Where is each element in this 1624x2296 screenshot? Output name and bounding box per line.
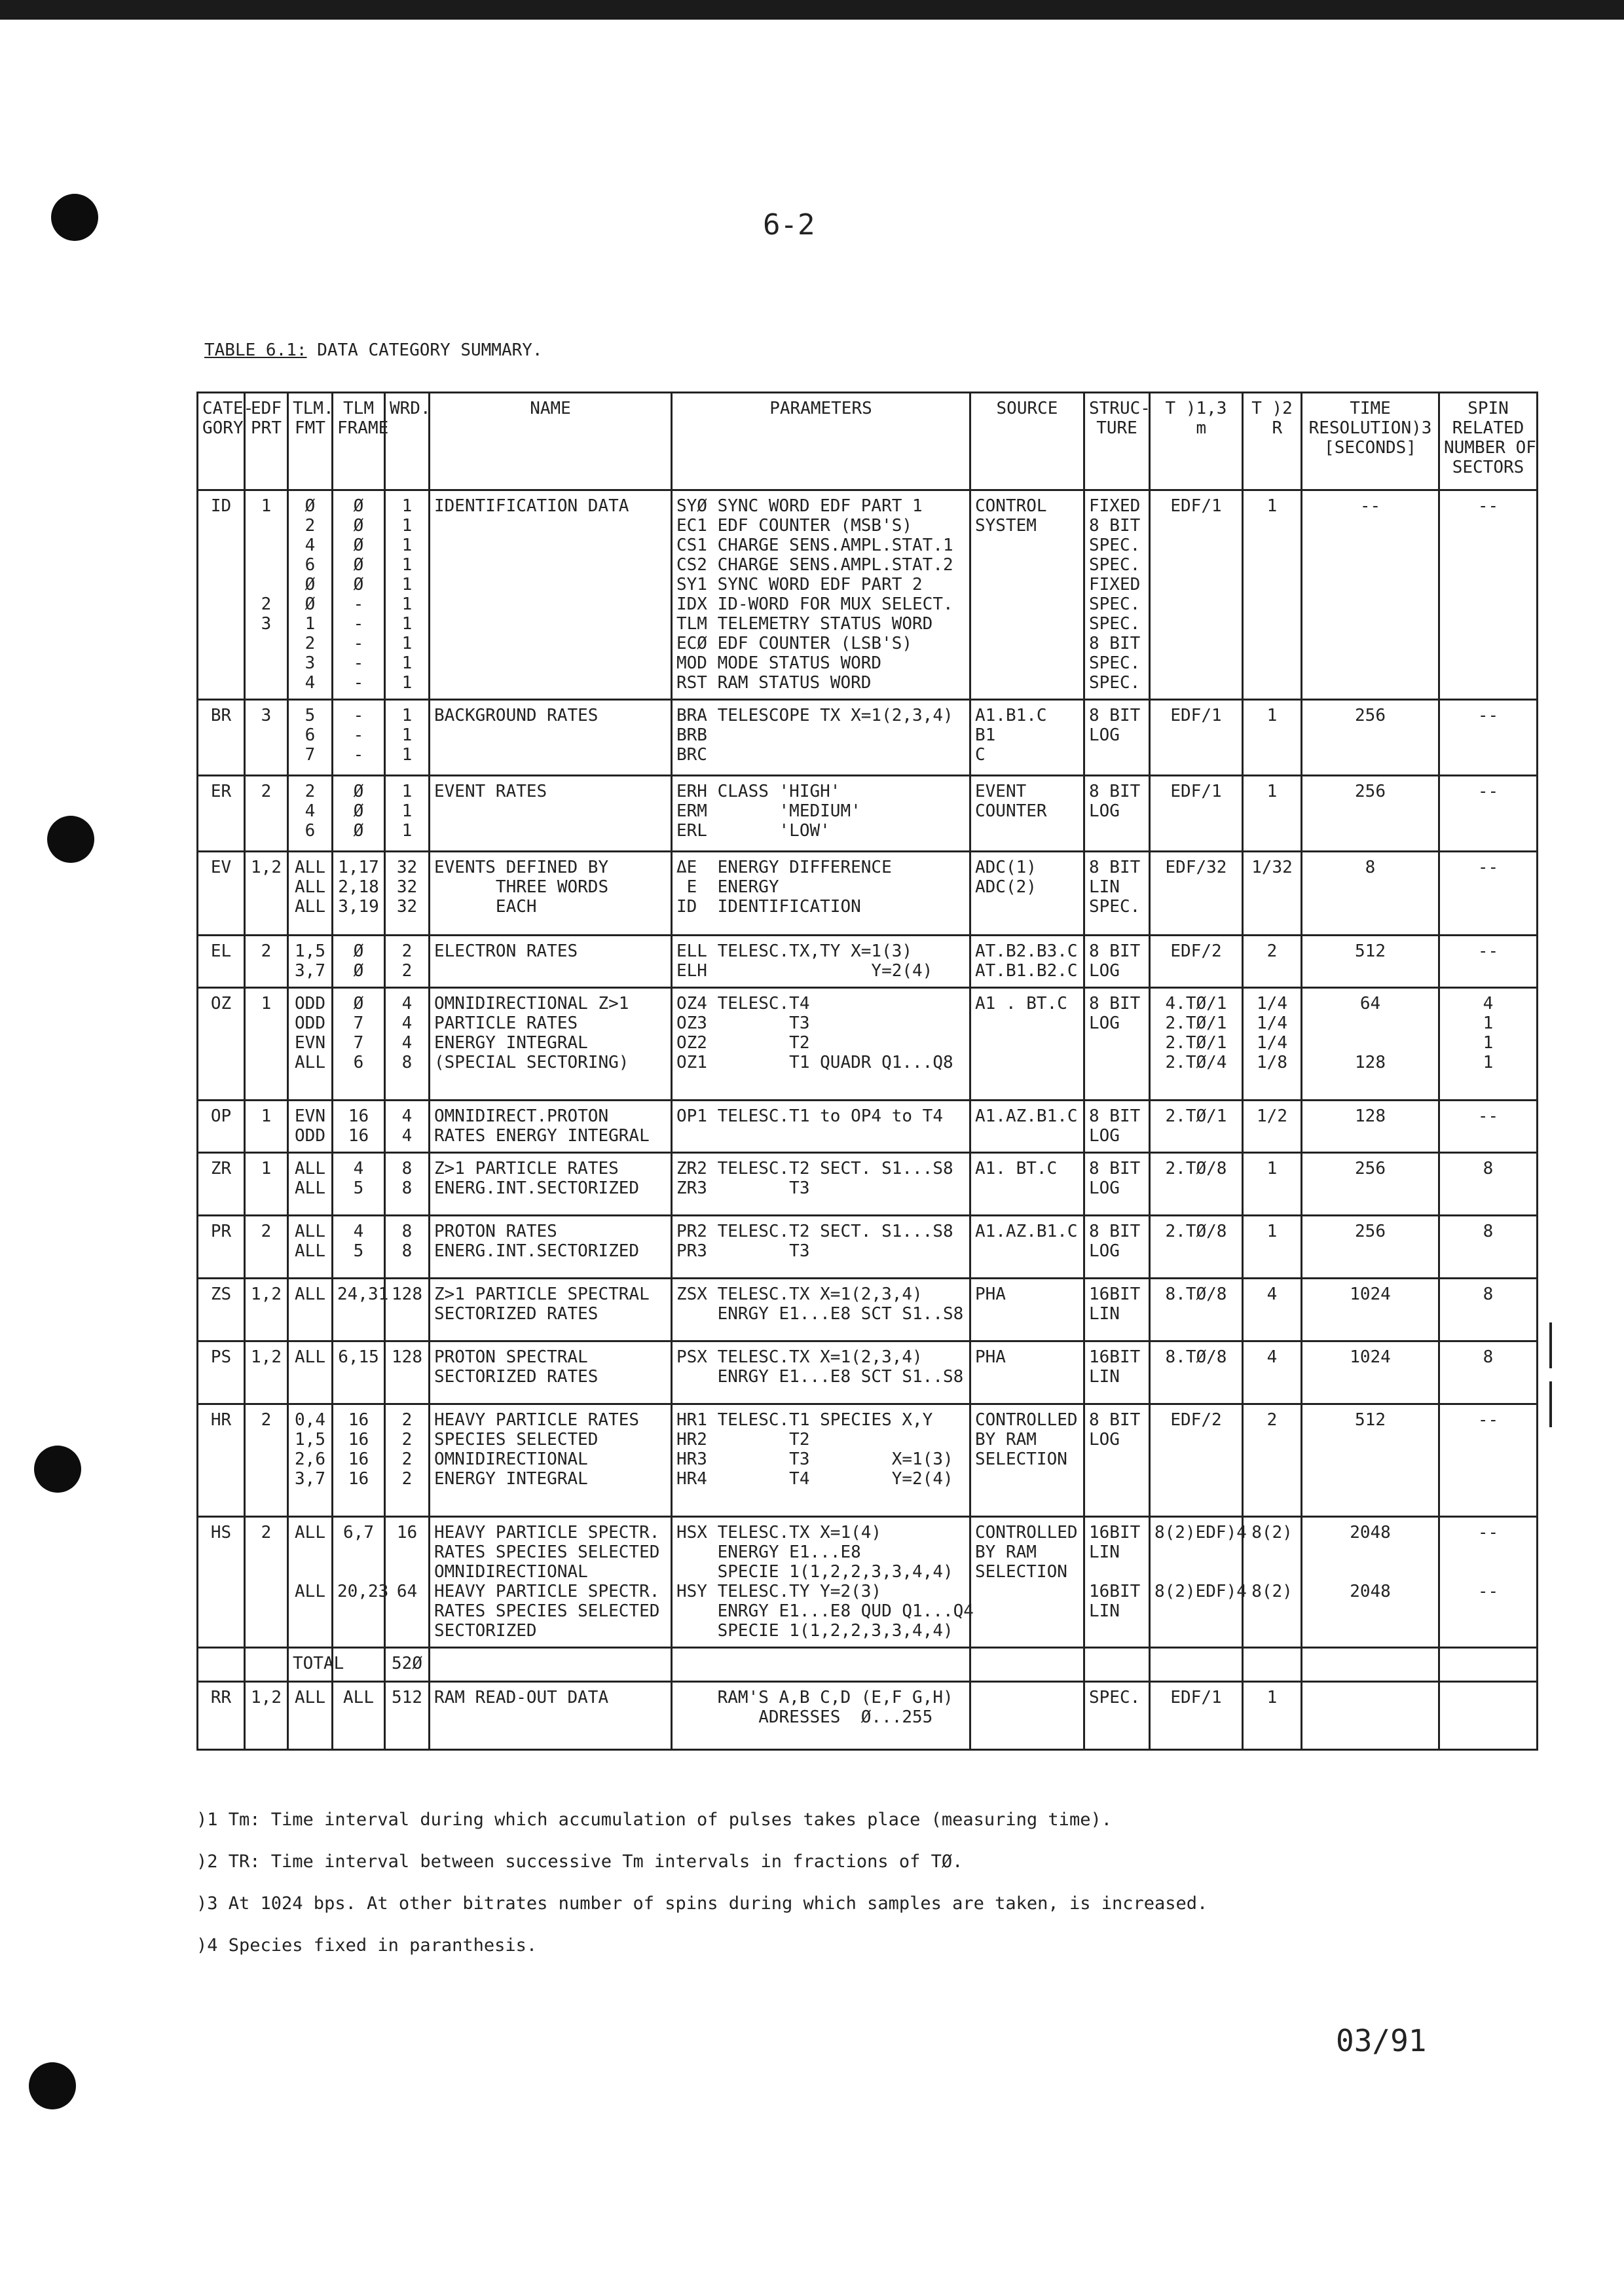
table-row bbox=[198, 1153, 1538, 1216]
edf-prt-cell: 1,2 bbox=[245, 1279, 288, 1341]
structure-cell: 16BIT LIN 16BIT LIN bbox=[1084, 1517, 1150, 1648]
spin-sectors-cell bbox=[1439, 1682, 1538, 1750]
name-cell: Z>1 PARTICLE RATES ENERG.INT.SECTORIZED bbox=[430, 1153, 672, 1216]
name-cell: HEAVY PARTICLE RATES SPECIES SELECTED OMNIDIRECTIONAL ENERGY INTEGRAL bbox=[430, 1404, 672, 1517]
table-row bbox=[198, 700, 1538, 776]
tm-cell: EDF/1 bbox=[1150, 776, 1243, 852]
col-header: EDF PRT bbox=[245, 393, 288, 490]
name-cell: EVENTS DEFINED BY THREE WORDS EACH bbox=[430, 852, 672, 936]
time-resolution-cell: 256 bbox=[1302, 1216, 1439, 1279]
tr-cell: 1/4 1/4 1/4 1/8 bbox=[1243, 988, 1302, 1101]
source-cell: ADC(1) ADC(2) bbox=[970, 852, 1084, 936]
edf-prt-cell: 2 bbox=[245, 1404, 288, 1517]
category-cell: EL bbox=[198, 936, 245, 988]
page-number: 6-2 bbox=[763, 208, 815, 242]
structure-cell: 8 BIT LOG bbox=[1084, 1153, 1150, 1216]
punch-hole bbox=[47, 816, 94, 863]
source-cell: AT.B2.B3.C AT.B1.B2.C bbox=[970, 936, 1084, 988]
wrd-cell: 1 1 1 bbox=[385, 776, 430, 852]
table-header-row bbox=[198, 393, 1538, 490]
name-cell bbox=[430, 1648, 672, 1682]
spin-sectors-cell: 8 bbox=[1439, 1153, 1538, 1216]
name-cell: OMNIDIRECTIONAL Z>1 PARTICLE RATES ENERGY INTEGRAL (SPECIAL SECTORING) bbox=[430, 988, 672, 1101]
tlm-frame-cell: 16 16 16 16 bbox=[333, 1404, 385, 1517]
table-row bbox=[198, 490, 1538, 700]
wrd-cell: 52Ø bbox=[385, 1648, 430, 1682]
spin-sectors-cell: -- bbox=[1439, 700, 1538, 776]
time-resolution-cell: 256 bbox=[1302, 776, 1439, 852]
edf-prt-cell: 1,2 bbox=[245, 852, 288, 936]
time-resolution-cell: 1024 bbox=[1302, 1279, 1439, 1341]
tr-cell: 1 bbox=[1243, 776, 1302, 852]
tlm-fmt-cell: ALL ALL bbox=[288, 1153, 333, 1216]
tm-cell: 4.TØ/1 2.TØ/1 2.TØ/1 2.TØ/4 bbox=[1150, 988, 1243, 1101]
col-header: STRUC- TURE bbox=[1084, 393, 1150, 490]
structure-cell bbox=[1084, 1648, 1150, 1682]
tm-cell: 8.TØ/8 bbox=[1150, 1341, 1243, 1404]
structure-cell: 8 BIT LOG bbox=[1084, 1216, 1150, 1279]
tlm-frame-cell: 16 16 bbox=[333, 1101, 385, 1153]
time-resolution-cell: 2048 2048 bbox=[1302, 1517, 1439, 1648]
category-cell bbox=[198, 1648, 245, 1682]
edf-prt-cell: 2 bbox=[245, 1517, 288, 1648]
data-category-table bbox=[196, 392, 1538, 1751]
structure-cell: 8 BIT LOG bbox=[1084, 936, 1150, 988]
edf-prt-cell: 3 bbox=[245, 700, 288, 776]
edf-prt-cell: 2 bbox=[245, 936, 288, 988]
spin-sectors-cell: 8 bbox=[1439, 1279, 1538, 1341]
tlm-frame-cell: 24,31 bbox=[333, 1279, 385, 1341]
tr-cell: 1 bbox=[1243, 700, 1302, 776]
category-cell: PR bbox=[198, 1216, 245, 1279]
wrd-cell: 2 2 2 2 bbox=[385, 1404, 430, 1517]
parameters-cell: RAM'S A,B C,D (E,F G,H) ADRESSES Ø...255 bbox=[672, 1682, 970, 1750]
table-row bbox=[198, 1341, 1538, 1404]
tlm-fmt-cell: Ø 2 4 6 Ø Ø 1 2 3 4 bbox=[288, 490, 333, 700]
tlm-fmt-cell: ALL ALL ALL bbox=[288, 852, 333, 936]
table-row bbox=[198, 1101, 1538, 1153]
tm-cell: 2.TØ/8 bbox=[1150, 1153, 1243, 1216]
parameters-cell: BRA TELESCOPE TX X=1(2,3,4) BRB BRC bbox=[672, 700, 970, 776]
wrd-cell: 4 4 bbox=[385, 1101, 430, 1153]
source-cell: A1.AZ.B1.C bbox=[970, 1216, 1084, 1279]
name-cell: HEAVY PARTICLE SPECTR. RATES SPECIES SELECTED OMNIDIRECTIONAL HEAVY PARTICLE SPECTR. RATES SPECIES SELECTED SECTORIZED bbox=[430, 1517, 672, 1648]
parameters-cell: OZ4 TELESC.T4 OZ3 T3 OZ2 T2 OZ1 T1 QUADR Q1...Q8 bbox=[672, 988, 970, 1101]
parameters-cell: ERH CLASS 'HIGH' ERM 'MEDIUM' ERL 'LOW' bbox=[672, 776, 970, 852]
source-cell: A1 . BT.C bbox=[970, 988, 1084, 1101]
spin-sectors-cell: -- bbox=[1439, 1101, 1538, 1153]
edf-prt-cell: 2 bbox=[245, 1216, 288, 1279]
footnote: )3 At 1024 bps. At other bitrates number of spins during which samples are taken, is increased. bbox=[196, 1893, 1208, 1914]
col-header: SOURCE bbox=[970, 393, 1084, 490]
col-header: TLM FRAME bbox=[333, 393, 385, 490]
name-cell: ELECTRON RATES bbox=[430, 936, 672, 988]
parameters-cell: ELL TELESC.TX,TY X=1(3) ELH Y=2(4) bbox=[672, 936, 970, 988]
table-title bbox=[204, 340, 543, 360]
source-cell: CONTROLLED BY RAM SELECTION bbox=[970, 1404, 1084, 1517]
tr-cell: 2 bbox=[1243, 1404, 1302, 1517]
wrd-cell: 128 bbox=[385, 1279, 430, 1341]
tr-cell: 1 bbox=[1243, 490, 1302, 700]
source-cell: A1. BT.C bbox=[970, 1153, 1084, 1216]
source-cell: A1.AZ.B1.C bbox=[970, 1101, 1084, 1153]
name-cell: PROTON SPECTRAL SECTORIZED RATES bbox=[430, 1341, 672, 1404]
tm-cell: 2.TØ/1 bbox=[1150, 1101, 1243, 1153]
source-cell: PHA bbox=[970, 1341, 1084, 1404]
name-cell: RAM READ-OUT DATA bbox=[430, 1682, 672, 1750]
tlm-fmt-cell: EVN ODD bbox=[288, 1101, 333, 1153]
col-header: WRD. bbox=[385, 393, 430, 490]
edf-prt-cell: 1 bbox=[245, 1101, 288, 1153]
table-title-text: DATA CATEGORY SUMMARY. bbox=[317, 340, 543, 360]
name-cell: IDENTIFICATION DATA bbox=[430, 490, 672, 700]
spin-sectors-cell: -- bbox=[1439, 776, 1538, 852]
wrd-cell: 32 32 32 bbox=[385, 852, 430, 936]
structure-cell: 8 BIT LOG bbox=[1084, 776, 1150, 852]
structure-cell: 8 BIT LOG bbox=[1084, 1101, 1150, 1153]
tlm-fmt-cell: ODD ODD EVN ALL bbox=[288, 988, 333, 1101]
footnote: )4 Species fixed in paranthesis. bbox=[196, 1935, 538, 1956]
parameters-cell: HR1 TELESC.T1 SPECIES X,Y HR2 T2 HR3 T3 X=1(3) HR4 T4 Y=2(4) bbox=[672, 1404, 970, 1517]
category-cell: ZR bbox=[198, 1153, 245, 1216]
structure-cell: 8 BIT LIN SPEC. bbox=[1084, 852, 1150, 936]
source-cell: EVENT COUNTER bbox=[970, 776, 1084, 852]
category-cell: RR bbox=[198, 1682, 245, 1750]
tm-cell: EDF/32 bbox=[1150, 852, 1243, 936]
time-resolution-cell: 512 bbox=[1302, 936, 1439, 988]
tlm-fmt-cell: ALL bbox=[288, 1341, 333, 1404]
tr-cell: 1/2 bbox=[1243, 1101, 1302, 1153]
tm-cell: EDF/1 bbox=[1150, 1682, 1243, 1750]
time-resolution-cell: 256 bbox=[1302, 700, 1439, 776]
structure-cell: 8 BIT LOG bbox=[1084, 700, 1150, 776]
spin-sectors-cell: -- bbox=[1439, 852, 1538, 936]
time-resolution-cell: 128 bbox=[1302, 1101, 1439, 1153]
category-cell: ID bbox=[198, 490, 245, 700]
margin-mark bbox=[1549, 1381, 1552, 1427]
tr-cell bbox=[1243, 1648, 1302, 1682]
time-resolution-cell: 512 bbox=[1302, 1404, 1439, 1517]
wrd-cell: 2 2 bbox=[385, 936, 430, 988]
source-cell bbox=[970, 1648, 1084, 1682]
tlm-fmt-cell: ALL ALL bbox=[288, 1216, 333, 1279]
scan-top-edge bbox=[0, 0, 1624, 20]
spin-sectors-cell: 8 bbox=[1439, 1216, 1538, 1279]
tlm-fmt-cell: 1,5 3,7 bbox=[288, 936, 333, 988]
structure-cell: 16BIT LIN bbox=[1084, 1341, 1150, 1404]
table-row bbox=[198, 1648, 1538, 1682]
tlm-frame-cell: Ø 7 7 6 bbox=[333, 988, 385, 1101]
structure-cell: SPEC. bbox=[1084, 1682, 1150, 1750]
tlm-frame-cell: Ø Ø Ø Ø Ø - - - - - bbox=[333, 490, 385, 700]
name-cell: PROTON RATES ENERG.INT.SECTORIZED bbox=[430, 1216, 672, 1279]
spin-sectors-cell: 4 1 1 1 bbox=[1439, 988, 1538, 1101]
category-cell: PS bbox=[198, 1341, 245, 1404]
name-cell: BACKGROUND RATES bbox=[430, 700, 672, 776]
wrd-cell: 4 4 4 8 bbox=[385, 988, 430, 1101]
tm-cell: 8(2)EDF)4 8(2)EDF)4 bbox=[1150, 1517, 1243, 1648]
spin-sectors-cell: 8 bbox=[1439, 1341, 1538, 1404]
tlm-frame-cell: Ø Ø Ø bbox=[333, 776, 385, 852]
table-label: TABLE 6.1: bbox=[204, 340, 307, 360]
tlm-frame-cell: 6,7 20,23 bbox=[333, 1517, 385, 1648]
tr-cell: 4 bbox=[1243, 1341, 1302, 1404]
category-cell: BR bbox=[198, 700, 245, 776]
name-cell: OMNIDIRECT.PROTON RATES ENERGY INTEGRAL bbox=[430, 1101, 672, 1153]
tm-cell bbox=[1150, 1648, 1243, 1682]
source-cell: PHA bbox=[970, 1279, 1084, 1341]
tlm-frame-cell: - - - bbox=[333, 700, 385, 776]
table-row bbox=[198, 1279, 1538, 1341]
col-header: TIME RESOLUTION)3 [SECONDS] bbox=[1302, 393, 1439, 490]
category-cell: OP bbox=[198, 1101, 245, 1153]
tr-cell: 1 bbox=[1243, 1216, 1302, 1279]
col-header: SPIN RELATED NUMBER OF SECTORS bbox=[1439, 393, 1538, 490]
parameters-cell: ZSX TELESC.TX X=1(2,3,4) ENRGY E1...E8 SCT S1..S8 bbox=[672, 1279, 970, 1341]
tlm-fmt-cell: ALL bbox=[288, 1682, 333, 1750]
wrd-cell: 512 bbox=[385, 1682, 430, 1750]
punch-hole bbox=[51, 194, 98, 241]
category-cell: HS bbox=[198, 1517, 245, 1648]
table-row bbox=[198, 988, 1538, 1101]
parameters-cell: SYØ SYNC WORD EDF PART 1 EC1 EDF COUNTER (MSB'S) CS1 CHARGE SENS.AMPL.STAT.1 CS2 CHARGE SENS.AMPL.STAT.2 SY1 SYNC WORD EDF PART 2 IDX ID-WORD FOR MUX SELECT. TLM TELEMETRY STATUS WORD ECØ EDF COUNTER (LSB'S) MOD MODE STATUS WORD RST RAM STATUS WORD bbox=[672, 490, 970, 700]
footnote: )1 Tm: Time interval during which accumulation of pulses takes place (measuring time). bbox=[196, 1810, 1112, 1830]
parameters-cell: OP1 TELESC.T1 to OP4 to T4 bbox=[672, 1101, 970, 1153]
spin-sectors-cell: -- bbox=[1439, 936, 1538, 988]
parameters-cell: PSX TELESC.TX X=1(2,3,4) ENRGY E1...E8 SCT S1..S8 bbox=[672, 1341, 970, 1404]
edf-prt-cell: 1,2 bbox=[245, 1682, 288, 1750]
table-row bbox=[198, 776, 1538, 852]
category-cell: ZS bbox=[198, 1279, 245, 1341]
tlm-frame-cell: ALL bbox=[333, 1682, 385, 1750]
tr-cell: 2 bbox=[1243, 936, 1302, 988]
tlm-frame-cell: 4 5 bbox=[333, 1216, 385, 1279]
tr-cell: 4 bbox=[1243, 1279, 1302, 1341]
tr-cell: 1 bbox=[1243, 1153, 1302, 1216]
col-header: NAME bbox=[430, 393, 672, 490]
structure-cell: 8 BIT LOG bbox=[1084, 1404, 1150, 1517]
spin-sectors-cell: -- bbox=[1439, 490, 1538, 700]
tm-cell: EDF/1 bbox=[1150, 700, 1243, 776]
parameters-cell: HSX TELESC.TX X=1(4) ENERGY E1...E8 SPECIE 1(1,2,2,3,3,4,4) HSY TELESC.TY Y=2(3) ENRGY E1...E8 QUD Q1...Q4 SPECIE 1(1,2,2,3,3,4,4) bbox=[672, 1517, 970, 1648]
edf-prt-cell: 1 2 3 bbox=[245, 490, 288, 700]
time-resolution-cell bbox=[1302, 1648, 1439, 1682]
name-cell: Z>1 PARTICLE SPECTRAL SECTORIZED RATES bbox=[430, 1279, 672, 1341]
edf-prt-cell: 1 bbox=[245, 988, 288, 1101]
table-row bbox=[198, 1216, 1538, 1279]
tlm-fmt-cell: 0,4 1,5 2,6 3,7 bbox=[288, 1404, 333, 1517]
table-row bbox=[198, 1404, 1538, 1517]
wrd-cell: 1 1 1 1 1 1 1 1 1 1 bbox=[385, 490, 430, 700]
footnotes bbox=[196, 1799, 1208, 1967]
table-row bbox=[198, 852, 1538, 936]
structure-cell: 16BIT LIN bbox=[1084, 1279, 1150, 1341]
spin-sectors-cell: -- -- bbox=[1439, 1517, 1538, 1648]
name-cell: EVENT RATES bbox=[430, 776, 672, 852]
structure-cell: FIXED 8 BIT SPEC. SPEC. FIXED SPEC. SPEC. 8 BIT SPEC. SPEC. bbox=[1084, 490, 1150, 700]
time-resolution-cell: 256 bbox=[1302, 1153, 1439, 1216]
parameters-cell: ZR2 TELESC.T2 SECT. S1...S8 ZR3 T3 bbox=[672, 1153, 970, 1216]
tr-cell: 8(2) 8(2) bbox=[1243, 1517, 1302, 1648]
category-cell: HR bbox=[198, 1404, 245, 1517]
time-resolution-cell: -- bbox=[1302, 490, 1439, 700]
document-code: 03/91 bbox=[1336, 2023, 1427, 2058]
col-header: T )1,3 m bbox=[1150, 393, 1243, 490]
parameters-cell: PR2 TELESC.T2 SECT. S1...S8 PR3 T3 bbox=[672, 1216, 970, 1279]
tm-cell: EDF/2 bbox=[1150, 936, 1243, 988]
time-resolution-cell: 64 128 bbox=[1302, 988, 1439, 1101]
time-resolution-cell: 1024 bbox=[1302, 1341, 1439, 1404]
parameters-cell: ΔE ENERGY DIFFERENCE E ENERGY ID IDENTIFICATION bbox=[672, 852, 970, 936]
footnote: )2 TR: Time interval between successive Tm intervals in fractions of TØ. bbox=[196, 1851, 963, 1872]
tm-cell: 8.TØ/8 bbox=[1150, 1279, 1243, 1341]
table-row bbox=[198, 1517, 1538, 1648]
category-cell: OZ bbox=[198, 988, 245, 1101]
wrd-cell: 16 64 bbox=[385, 1517, 430, 1648]
table-row bbox=[198, 1682, 1538, 1750]
tlm-fmt-cell: ALL ALL bbox=[288, 1517, 333, 1648]
category-cell: ER bbox=[198, 776, 245, 852]
time-resolution-cell: 8 bbox=[1302, 852, 1439, 936]
edf-prt-cell: 1,2 bbox=[245, 1341, 288, 1404]
edf-prt-cell: 2 bbox=[245, 776, 288, 852]
category-cell: EV bbox=[198, 852, 245, 936]
source-cell: A1.B1.C B1 C bbox=[970, 700, 1084, 776]
col-header: TLM. FMT bbox=[288, 393, 333, 490]
spin-sectors-cell: -- bbox=[1439, 1404, 1538, 1517]
col-header: CATE- GORY bbox=[198, 393, 245, 490]
edf-prt-cell: 1 bbox=[245, 1153, 288, 1216]
edf-prt-cell bbox=[245, 1648, 288, 1682]
structure-cell: 8 BIT LOG bbox=[1084, 988, 1150, 1101]
tm-cell: EDF/2 bbox=[1150, 1404, 1243, 1517]
table-row bbox=[198, 936, 1538, 988]
spin-sectors-cell bbox=[1439, 1648, 1538, 1682]
wrd-cell: 8 8 bbox=[385, 1153, 430, 1216]
tlm-fmt-cell: 5 6 7 bbox=[288, 700, 333, 776]
wrd-cell: 1 1 1 bbox=[385, 700, 430, 776]
punch-hole bbox=[29, 2062, 76, 2109]
time-resolution-cell bbox=[1302, 1682, 1439, 1750]
tlm-frame-cell: Ø Ø bbox=[333, 936, 385, 988]
wrd-cell: 8 8 bbox=[385, 1216, 430, 1279]
tlm-frame-cell: 6,15 bbox=[333, 1341, 385, 1404]
wrd-cell: 128 bbox=[385, 1341, 430, 1404]
tlm-frame-cell: 4 5 bbox=[333, 1153, 385, 1216]
tr-cell: 1 bbox=[1243, 1682, 1302, 1750]
parameters-cell bbox=[672, 1648, 970, 1682]
tr-cell: 1/32 bbox=[1243, 852, 1302, 936]
source-cell bbox=[970, 1682, 1084, 1750]
source-cell: CONTROL SYSTEM bbox=[970, 490, 1084, 700]
col-header: PARAMETERS bbox=[672, 393, 970, 490]
tm-cell: EDF/1 bbox=[1150, 490, 1243, 700]
margin-mark bbox=[1549, 1322, 1552, 1368]
tlm-frame-cell: 1,17 2,18 3,19 bbox=[333, 852, 385, 936]
punch-hole bbox=[34, 1446, 81, 1493]
tlm-fmt-cell: TOTAL bbox=[288, 1648, 333, 1682]
tm-cell: 2.TØ/8 bbox=[1150, 1216, 1243, 1279]
col-header: T )2 R bbox=[1243, 393, 1302, 490]
source-cell: CONTROLLED BY RAM SELECTION bbox=[970, 1517, 1084, 1648]
tlm-fmt-cell: ALL bbox=[288, 1279, 333, 1341]
tlm-fmt-cell: 2 4 6 bbox=[288, 776, 333, 852]
